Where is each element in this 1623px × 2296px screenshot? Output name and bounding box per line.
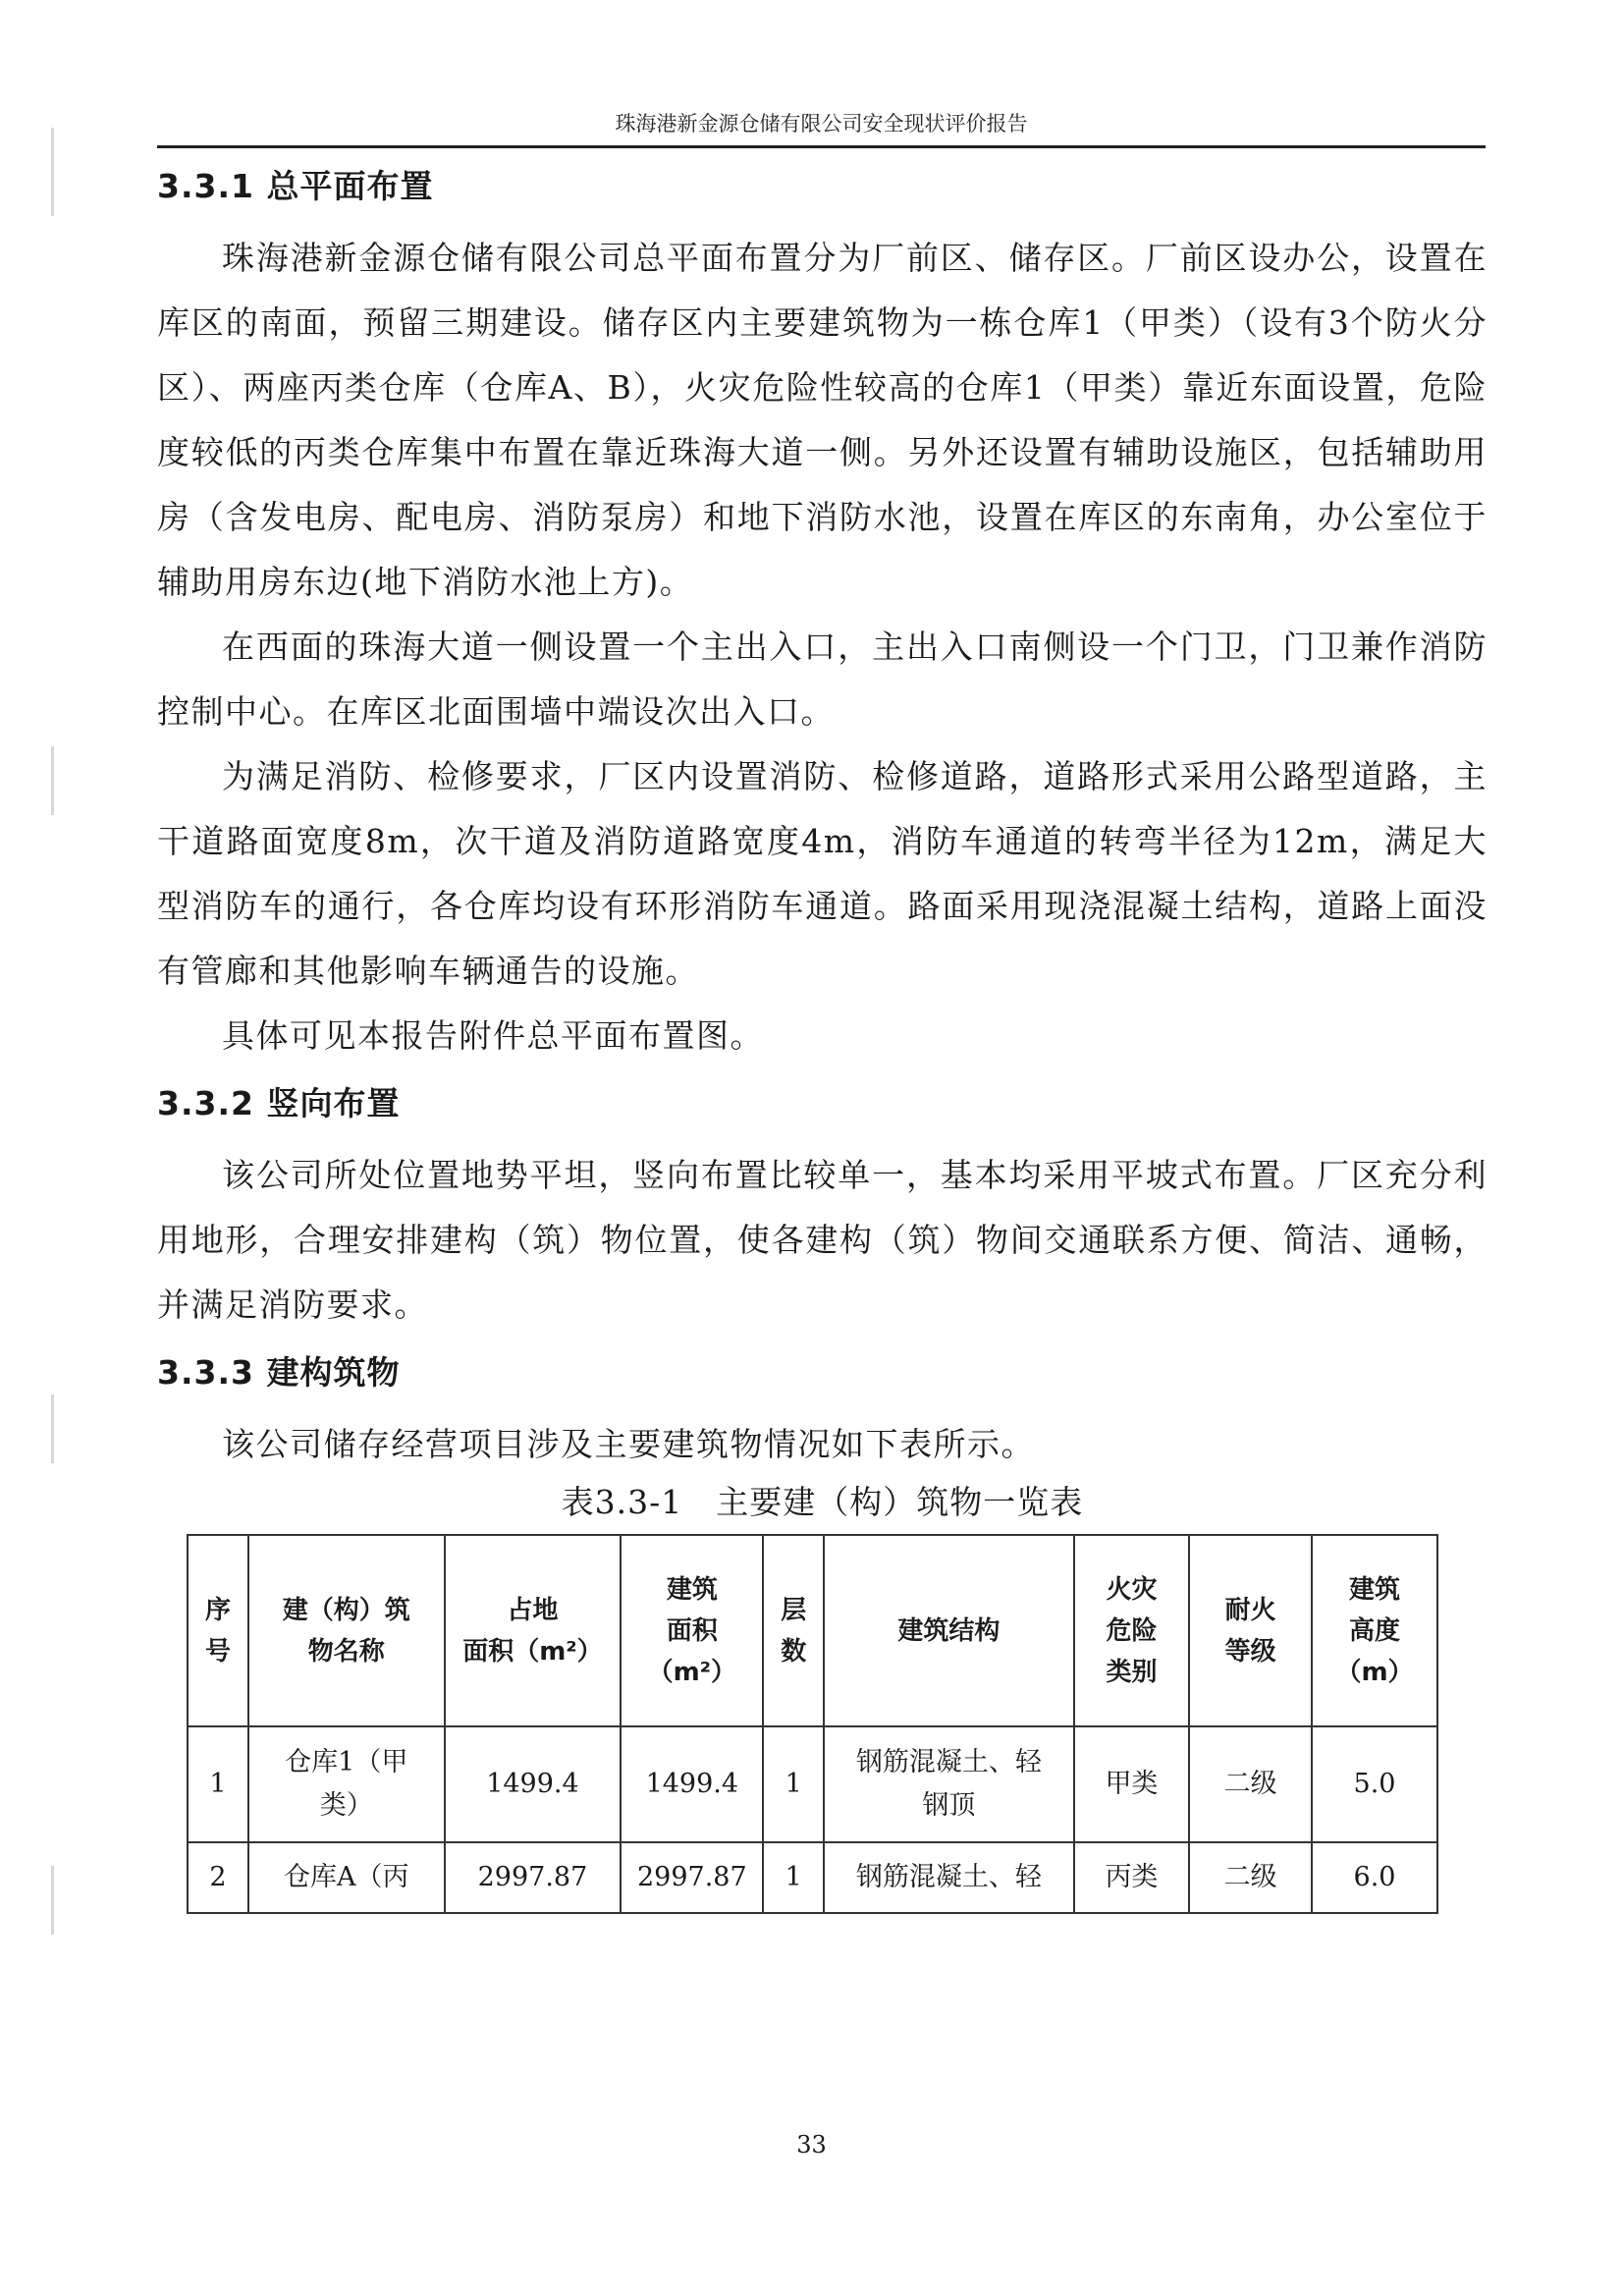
table-cell: 2997.87	[621, 1842, 763, 1913]
table-cell: 仓库1（甲 类）	[248, 1726, 445, 1842]
table-header-row	[188, 1535, 1437, 1726]
table-cell: 1	[763, 1842, 824, 1913]
scan-edge-mark	[51, 746, 54, 815]
header-cell-floor-area: 建筑 面积 （m²）	[621, 1535, 763, 1726]
page-header: 珠海港新金源仓储有限公司安全现状评价报告	[615, 112, 1028, 136]
paragraph: 该公司储存经营项目涉及主要建筑物情况如下表所示。	[222, 1425, 1035, 1463]
header-rule	[157, 145, 1486, 148]
table-cell: 1	[188, 1726, 248, 1842]
header-cell-height: 建筑 高度 （m）	[1312, 1535, 1437, 1726]
table-cell: 5.0	[1312, 1726, 1437, 1842]
table-cell: 钢筋混凝土、轻 钢顶	[824, 1726, 1073, 1842]
table-cell: 1	[763, 1726, 824, 1842]
table-cell: 6.0	[1312, 1842, 1437, 1913]
header-cell-name: 建（构）筑 物名称	[248, 1535, 445, 1726]
page-number: 33	[796, 2131, 827, 2159]
paragraph: 该公司所处位置地势平坦，竖向布置比较单一，基本均采用平坡式布置。厂区充分利用地形，合理安排建构（筑）物位置，使各建构（筑）物间交通联系方便、简洁、通畅，并满足消防要求。	[157, 1156, 1488, 1324]
header-cell-floors: 层 数	[763, 1535, 824, 1726]
table-row	[188, 1726, 1437, 1842]
table-cell: 甲类	[1074, 1726, 1190, 1842]
paragraph: 珠海港新金源仓储有限公司总平面布置分为厂前区、储存区。厂前区设办公，设置在库区的南面，预留三期建设。储存区内主要建筑物为一栋仓库1（甲类）（设有3个防火分区）、两座丙类仓库（仓库A、B），火灾危险性较高的仓库1（甲类）靠近东面设置，危险度较低的丙类仓库集中布置在靠近珠海大道一侧。另外还设置有辅助设施区，包括辅助用房（含发电房、配电房、消防泵房）和地下消防水池，设置在库区的东南角，办公室位于辅助用房东边(地下消防水池上方)。	[157, 239, 1488, 601]
table-cell: 2997.87	[445, 1842, 622, 1913]
header-cell-fire-class: 火灾 危险 类别	[1074, 1535, 1190, 1726]
table-cell: 二级	[1189, 1726, 1312, 1842]
section-heading-buildings: 3.3.3 建构筑物	[157, 1353, 401, 1392]
table-cell: 丙类	[1074, 1842, 1190, 1913]
table-cell: 1499.4	[445, 1726, 622, 1842]
header-cell-index: 序 号	[188, 1535, 248, 1726]
header-cell-structure: 建筑结构	[824, 1535, 1073, 1726]
paragraph: 在西面的珠海大道一侧设置一个主出入口，主出入口南侧设一个门卫，门卫兼作消防控制中心。在库区北面围墙中端设次出入口。	[157, 628, 1488, 731]
scan-edge-mark	[51, 1394, 54, 1463]
paragraph: 具体可见本报告附件总平面布置图。	[222, 1016, 764, 1055]
table-cell: 仓库A（丙	[248, 1842, 445, 1913]
document-body	[157, 165, 1488, 1914]
table-cell: 钢筋混凝土、轻	[824, 1842, 1073, 1913]
header-cell-footprint: 占地 面积（m²）	[445, 1535, 622, 1726]
table-row	[188, 1842, 1437, 1913]
table-cell: 1499.4	[621, 1726, 763, 1842]
section-heading-vertical: 3.3.2 竖向布置	[157, 1084, 401, 1122]
table-cell: 2	[188, 1842, 248, 1913]
section-heading-layout: 3.3.1 总平面布置	[157, 167, 434, 205]
scan-edge-mark	[51, 1866, 54, 1935]
table-cell: 二级	[1189, 1842, 1312, 1913]
paragraph: 为满足消防、检修要求，厂区内设置消防、检修道路，道路形式采用公路型道路，主干道路面宽度8m，次干道及消防道路宽度4m，消防车通道的转弯半径为12m，满足大型消防车的通行，各仓库均设有环形消防车通道。路面采用现浇混凝土结构，道路上面没有管廊和其他影响车辆通告的设施。	[157, 757, 1488, 990]
buildings-table	[187, 1534, 1438, 1914]
header-cell-fire-rating: 耐火 等级	[1189, 1535, 1312, 1726]
scan-edge-mark	[51, 128, 54, 216]
table-caption: 表3.3-1 主要建（构）筑物一览表	[561, 1483, 1084, 1521]
